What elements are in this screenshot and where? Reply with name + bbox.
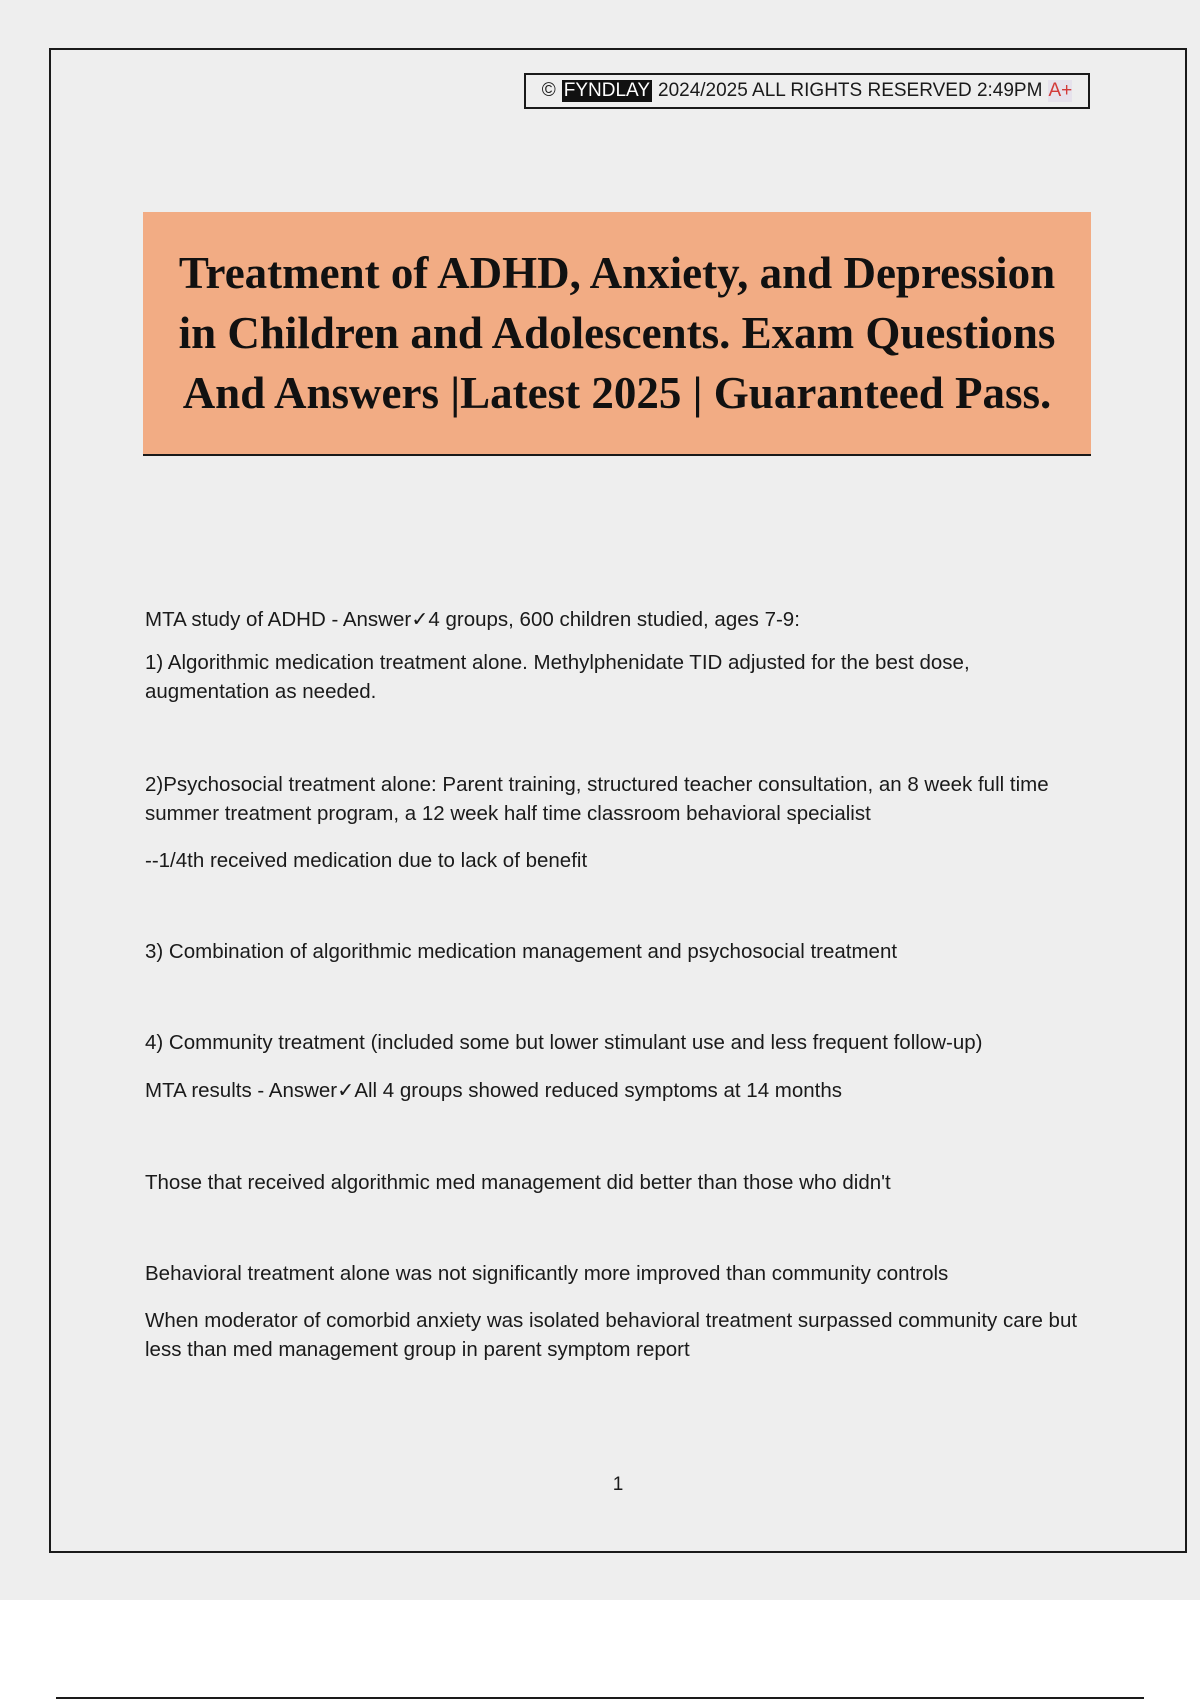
copyright-symbol: ©: [541, 80, 556, 101]
page-number: 1: [612, 1474, 624, 1495]
paragraph-group-2-note: --1/4th received medication due to lack of benefit: [145, 849, 588, 872]
paragraph-med-management: Those that received algorithmic med management did better than those who didn't: [145, 1171, 891, 1194]
paragraph-mta-study: MTA study of ADHD - Answer✓4 groups, 600 children studied, ages 7-9:: [145, 608, 800, 631]
paragraph-mta-results: MTA results - Answer✓All 4 groups showed reduced symptoms at 14 months: [145, 1079, 843, 1102]
copyright-header: [524, 73, 1090, 109]
paragraph-group-2: 2)Psychosocial treatment alone: Parent training, structured teacher consultation, an 8 week full time summer treatment program, a 12 week half time classroom behavioral specialist: [145, 773, 1049, 825]
paragraph-behavioral-alone: Behavioral treatment alone was not significantly more improved than community controls: [145, 1262, 949, 1285]
document-title: Treatment of ADHD, Anxiety, and Depression in Children and Adolescents. Exam Questions And Answers |Latest 2025 | Guaranteed Pass.: [178, 248, 1056, 418]
copyright-notice: 2024/2025 ALL RIGHTS RESERVED 2:49PM: [658, 80, 1043, 101]
paragraph-comorbid-anxiety: When moderator of comorbid anxiety was isolated behavioral treatment surpassed community care but less than med management group in parent symptom report: [145, 1309, 1078, 1361]
grade-badge: A+: [1048, 80, 1073, 101]
paragraph-group-4: 4) Community treatment (included some but lower stimulant use and less frequent follow-up): [145, 1031, 983, 1054]
owner-name: FYNDLAY: [563, 80, 650, 101]
next-page-rule: [56, 1697, 1144, 1699]
paragraph-group-1: 1) Algorithmic medication treatment alone. Methylphenidate TID adjusted for the best dose, augmentation as needed.: [145, 651, 970, 703]
paragraph-group-3: 3) Combination of algorithmic medication management and psychosocial treatment: [145, 940, 898, 963]
title-banner: [143, 212, 1091, 456]
